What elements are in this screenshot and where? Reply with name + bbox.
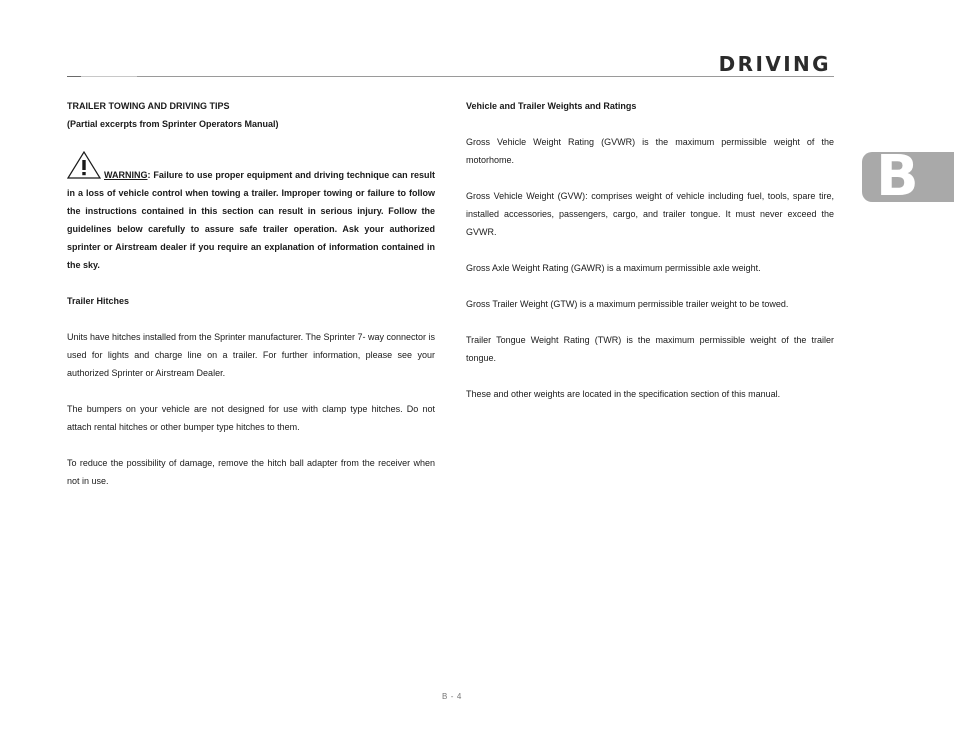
- trailer-hitches-heading: Trailer Hitches: [67, 296, 130, 306]
- gvw-paragraph: Gross Vehicle Weight (GVW): comprises weight of vehicle including fuel, tools, spare tire, installed accessories, passengers, cargo, and trailer tongue. It must never exceed the GVWR.: [466, 191, 834, 237]
- warning-label: WARNING: [104, 170, 148, 180]
- hitches-paragraph: Units have hitches installed from the Sprinter manufacturer. The Sprinter 7- way connector is used for lights and charge line on a trailer. For further information, please see your authorized Sprinter or Airstream Dealer.: [67, 332, 436, 378]
- bumper-paragraph: The bumpers on your vehicle are not designed for use with clamp type hitches. Do not attach rental hitches or other bumper type hitches to them.: [67, 404, 435, 432]
- towing-subtitle: (Partial excerpts from Sprinter Operators Manual): [67, 119, 279, 129]
- gvwr-paragraph: Gross Vehicle Weight Rating (GVWR) is the maximum permissible weight of the motorhome.: [466, 137, 834, 165]
- left-column: [67, 97, 435, 490]
- section-tab-letter: B: [876, 152, 919, 202]
- section-tab-b: [862, 152, 954, 202]
- warning-paragraph: [67, 151, 435, 274]
- header-divider: [67, 76, 834, 77]
- page-number: B - 4: [442, 692, 462, 701]
- section-title: DRIVING: [718, 52, 831, 76]
- gawr-paragraph: Gross Axle Weight Rating (GAWR) is a maximum permissible axle weight.: [466, 263, 761, 273]
- towing-title: TRAILER TOWING AND DRIVING TIPS: [67, 101, 230, 111]
- warning-triangle-icon: [67, 151, 101, 179]
- right-column: [466, 97, 834, 403]
- hitch-ball-paragraph: To reduce the possibility of damage, remove the hitch ball adapter from the receiver when not in use.: [67, 458, 435, 486]
- weights-heading: Vehicle and Trailer Weights and Ratings: [466, 101, 637, 111]
- warning-text: : Failure to use proper equipment and driving technique can result in a loss of vehicle control when towing a trailer. Improper towing or failure to follow the instructions contained in this section can result in serious injury. Follow the guidelines below carefully to assure safe trailer operation. Ask your authorized sprinter or Airstream dealer if you require an explanation of information contained in the sky.: [67, 170, 435, 270]
- specification-paragraph: These and other weights are located in the specification section of this manual.: [466, 389, 781, 399]
- twr-paragraph: Trailer Tongue Weight Rating (TWR) is the maximum permissible weight of the trailer tongue.: [466, 335, 834, 363]
- gtw-paragraph: Gross Trailer Weight (GTW) is a maximum permissible trailer weight to be towed.: [466, 299, 789, 309]
